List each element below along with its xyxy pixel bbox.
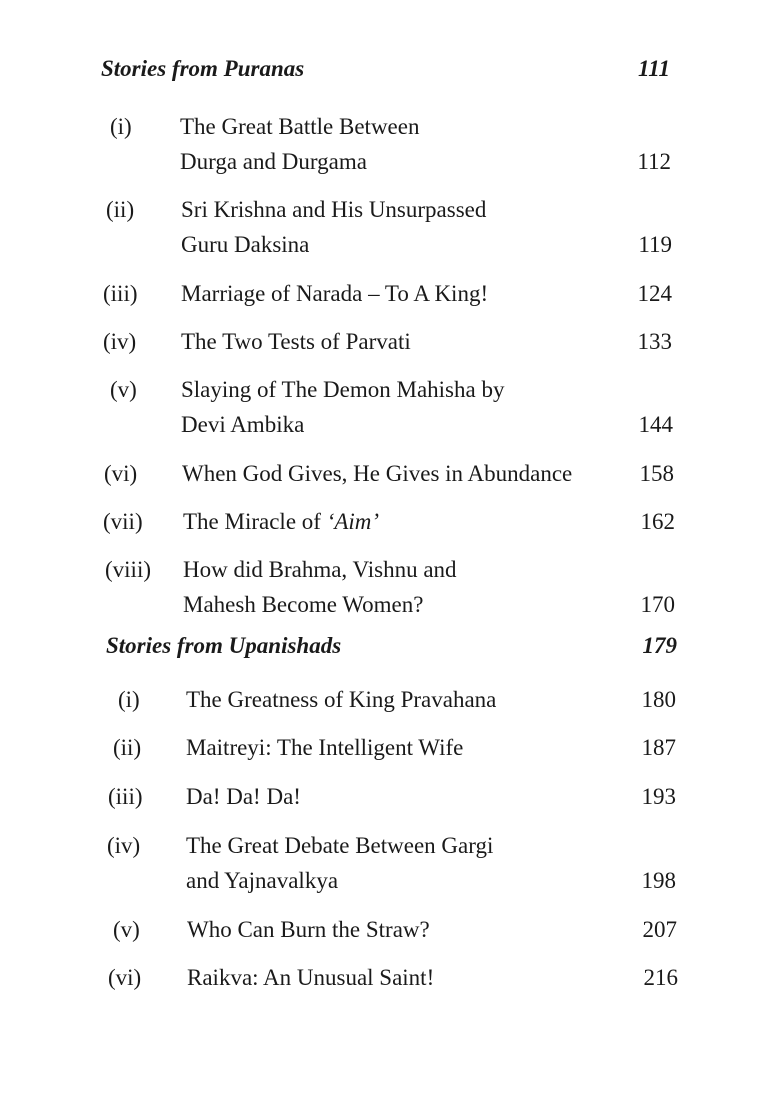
entry-number: (v) <box>113 917 140 942</box>
entry-page-number: 187 <box>641 735 676 760</box>
section-header <box>106 633 677 673</box>
entry-page-number: 198 <box>641 868 676 893</box>
entry-number: (ii) <box>113 735 142 760</box>
toc-entry[interactable] <box>106 192 672 262</box>
entry-title: The Two Tests of Parvati <box>181 329 411 354</box>
toc-entry[interactable] <box>113 912 677 947</box>
entry-title: Raikva: An Unusual Saint! <box>187 965 435 990</box>
entry-page-number: 170 <box>640 592 675 617</box>
entry-title: How did Brahma, Vishnu and Mahesh Become Women? <box>183 557 457 617</box>
entry-page-number: 216 <box>643 965 678 990</box>
entry-title: Marriage of Narada – To A King! <box>181 281 489 306</box>
section-header <box>101 56 670 96</box>
entry-page-number: 119 <box>638 232 672 257</box>
toc-entry[interactable] <box>108 960 678 995</box>
section-title: Stories from Upanishads <box>106 633 342 658</box>
entry-title: Maitreyi: The Intelligent Wife <box>186 735 464 760</box>
toc-entry[interactable] <box>107 828 676 898</box>
toc-section-puranas <box>0 56 780 96</box>
toc-entry[interactable] <box>103 324 672 359</box>
entry-number: (iii) <box>108 784 143 809</box>
entry-number: (ii) <box>106 197 135 222</box>
section-page-number: 179 <box>642 633 677 658</box>
entry-number: (v) <box>110 377 137 402</box>
section-title: Stories from Puranas <box>101 56 305 81</box>
entry-page-number: 207 <box>642 917 677 942</box>
entry-title: Who Can Burn the Straw? <box>187 917 430 942</box>
entry-title: Da! Da! Da! <box>186 784 301 809</box>
entry-page-number: 193 <box>641 784 676 809</box>
entry-page-number: 133 <box>637 329 672 354</box>
entry-title: Sri Krishna and His Unsurpassed Guru Daksina <box>181 197 487 257</box>
entry-page-number: 180 <box>641 687 676 712</box>
entry-number: (vi) <box>104 461 138 486</box>
entry-number: (vi) <box>108 965 142 990</box>
entry-title: The Greatness of King Pravahana <box>186 687 497 712</box>
entry-number: (i) <box>118 687 140 712</box>
entry-number: (viii) <box>105 557 151 582</box>
entry-title: When God Gives, He Gives in Abundance <box>182 461 573 486</box>
toc-entry[interactable] <box>110 109 671 179</box>
entry-title: The Great Battle Between Durga and Durgama <box>180 114 420 174</box>
entry-page-number: 158 <box>639 461 674 486</box>
entry-number: (iii) <box>103 281 138 306</box>
entry-number: (vii) <box>103 509 143 534</box>
entry-page-number: 112 <box>637 149 671 174</box>
entry-title: Slaying of The Demon Mahisha by Devi Ambika <box>181 377 505 437</box>
entry-page-number: 124 <box>637 281 672 306</box>
toc-entry[interactable] <box>110 372 673 442</box>
entry-title: The Miracle of ‘Aim’ <box>183 509 380 534</box>
entry-title: The Great Debate Between Gargi and Yajnavalkya <box>186 833 494 893</box>
toc-entry[interactable] <box>103 504 675 539</box>
entry-number: (i) <box>110 114 132 139</box>
entry-page-number: 162 <box>640 509 675 534</box>
toc-entry[interactable] <box>108 779 676 814</box>
toc-entry[interactable] <box>103 276 672 311</box>
entry-page-number: 144 <box>638 412 673 437</box>
toc-entry[interactable] <box>104 456 674 491</box>
entry-number: (iv) <box>107 833 141 858</box>
toc-entry[interactable] <box>113 730 676 765</box>
toc-entry[interactable] <box>118 682 676 717</box>
entry-number: (iv) <box>103 329 137 354</box>
section-page-number: 111 <box>638 56 670 81</box>
toc-entry[interactable] <box>105 552 675 622</box>
toc-section-upanishads <box>0 633 780 673</box>
